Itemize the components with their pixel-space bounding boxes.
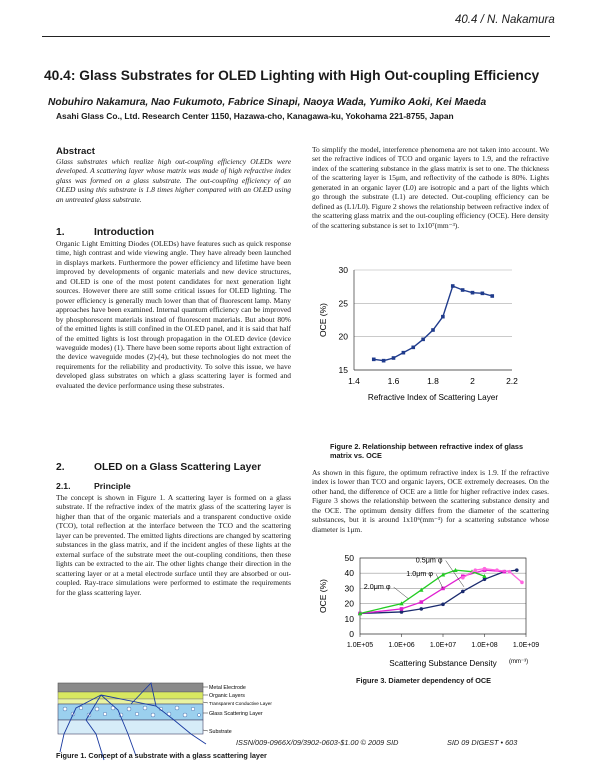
header-rule	[42, 36, 550, 37]
substrate-layer	[58, 720, 203, 734]
metal-electrode-layer	[58, 683, 203, 692]
section-2-1-text: The concept is shown in Figure 1. A scattering layer is formed on a glass substrate. If the refractive index of the matrix glass of the scattering layer is higher than that of the organic materials and a transparent conductive oxide (TCO), total reflection at the interface between the TCO and the scattering layer can be prevented. The emitted lights directions are changed by scattering substances in the glass matrix, and if the incident angles of these lights at the external surface of the substrate meet the out-coupling conditions, then these lights can be extracted to the air. The other lights change their direction in the scattering layer or at a metal electrode surface until they are absorbed or out-coupled. Ray-trace simulations were performed to estimate the requirements for the glass scattering layer.	[56, 493, 291, 597]
fig3-ytick-label: 20	[344, 598, 354, 609]
paper-title: 40.4: Glass Substrates for OLED Lighting with High Out-coupling Efficiency	[44, 68, 540, 83]
fig2-x-label: Refractive Index of Scattering Layer	[367, 393, 499, 402]
right-column-para-2: As shown in this figure, the optimum refractive index is 1.9. If the refractive index is lower than TCO and organic layers, OCE extremely decreases. On the other hand, the difference of OCE are a little for higher refractive index cases. Figure 3 shows the relationship between the scattering substance density and the OCE. The optimum density differs from the diameter of the scattering substances, but it is around 1x10⁶(mm⁻³) for a scattering substance whose diameter is 1μm.	[312, 468, 549, 534]
fig3-ytick-label: 10	[344, 613, 354, 624]
fig2-data-point	[382, 359, 386, 363]
fig2-xtick-label: 1.8	[427, 376, 439, 386]
abstract-text: Glass substrates which realize high out-coupling efficiency OLEDs were developed. A scattering layer whose matrix was made of high refractive index glass was formed on a glass substrate. The out-coupling efficiency of an OLED using this substrate is 1.8 times higher compared with an OLED using an untreated glass substrate.	[56, 157, 291, 204]
figure-2-caption: Figure 2. Relationship between refractive index of glass matrix vs. OCE	[330, 442, 524, 460]
fig2-xtick-label: 2	[470, 376, 475, 386]
fig2-data-point	[402, 351, 406, 355]
fig3-data-point	[441, 587, 445, 591]
fig2-ytick-label: 30	[338, 265, 348, 275]
figure-2-chart	[312, 258, 552, 416]
fig3-xtick-label: 1.0E+08	[471, 642, 498, 649]
fig3-xtick-label: 1.0E+06	[388, 642, 415, 649]
fig2-xtick-label: 1.6	[387, 376, 400, 386]
fig2-data-point	[431, 328, 435, 332]
fig3-annotation: 0.5μm φ	[415, 555, 443, 565]
author-list: Nobuhiro Nakamura, Nao Fukumoto, Fabrice Sinapi, Naoya Wada, Yumiko Aoki, Kei Maeda	[48, 97, 487, 108]
label-scattering-layer: Glass Scattering Layer	[209, 711, 263, 717]
label-tco: Transparent Conductive Layer	[209, 701, 272, 706]
figure-3-chart	[312, 548, 552, 673]
fig3-xtick-label: 1.0E+07	[429, 642, 457, 649]
section-1-text: Organic Light Emitting Diodes (OLEDs) have features such as quick response time, high contrast and wide viewing angle. They have already been launched in displays markets. Furthermore the power efficiency and lifetime have been improved by developments of organic materials and new device structures, and OLED is one of the most potent candidates for next generation light sources. However there are still some critical issues for OLED lighting. The power efficiency is generally much lower than that of fluorescent lamp. Many approaches have been examined. Internal quantum efficiency can be improved by phosphorescent materials instead of fluorescent materials. But about 80% of the emitted lights is still confined in the OLED panel, and it is said that half of the emitted lights is lost through propagation in the OLED device (device waveguide modes) (1). There have been some reports about light extraction of the device waveguide modes (2)-(4), but these technologies do not meet the requirements for the reliability and productivity. To solve this issue, we have developed glass substrates on which a glass scattering layer is formed and evaluated the device performance using these substrates.	[56, 239, 291, 390]
section-1-heading: 1. Introduction	[56, 227, 155, 238]
fig3-ytick-label: 40	[344, 568, 354, 579]
fig3-data-point	[420, 607, 424, 611]
label-substrate: Substrate	[209, 729, 232, 735]
right-column-para-1: To simplify the model, interference phenomena are not taken into account. We set the refractive indices of TCO and organic layers to 1.9, and the refractive index of the scattering substance in the glass matrix is set to one. The thickness of the scattering layer is 15μm, and reflectivity of the cathode is 80%. Lights generated in an organic layer (L0) are isotropic and a part of the lights which go through the substrate (L1) are detected. Out-coupling efficiency can be defined as (L1/L0). Figure 2 shows the relationship between refractive index of the scattering glass matrix and the out-coupling efficiency (OCE). Here density of the scattering substance is set to 1x10⁷(mm⁻³).	[312, 145, 549, 230]
fig3-data-point	[420, 600, 424, 604]
fig2-data-point	[441, 315, 445, 319]
label-leaders	[203, 687, 208, 731]
fig2-xtick-label: 2.2	[506, 376, 518, 386]
fig2-data-point	[481, 292, 485, 296]
fig2-data-point	[471, 291, 475, 295]
affiliation: Asahi Glass Co., Ltd. Research Center 1150, Hazawa-cho, Kanagawa-ku, Yokohama 221-8755, Japan	[56, 111, 454, 121]
fig3-data-point	[495, 568, 499, 572]
fig2-data-point	[392, 356, 396, 360]
fig3-data-point	[441, 603, 445, 607]
fig3-data-point	[515, 568, 519, 572]
fig2-series-line	[374, 286, 493, 361]
fig3-data-point	[473, 568, 477, 572]
fig2-y-label: OCE (%)	[318, 303, 328, 337]
footer-page: SID 09 DIGEST • 603	[447, 738, 518, 747]
fig2-ytick-label: 15	[338, 365, 348, 375]
fig3-xtick-label: 1.0E+09	[512, 642, 540, 649]
fig3-y-label: OCE (%)	[318, 579, 328, 613]
fig3-data-point	[508, 570, 512, 574]
label-metal-electrode: Metal Electrode	[209, 685, 246, 691]
fig2-ytick-label: 20	[338, 331, 348, 342]
fig3-data-point	[483, 567, 487, 571]
organic-layer	[58, 692, 203, 699]
fig2-data-point	[372, 358, 376, 362]
fig3-plot-frame	[360, 555, 526, 634]
fig3-ytick-label: 50	[344, 553, 354, 563]
fig2-data-point	[411, 346, 415, 350]
fig2-ytick-label: 25	[338, 298, 348, 309]
fig3-data-point	[461, 590, 465, 594]
section-2-heading: 2. OLED on a Glass Scattering Layer	[56, 462, 262, 473]
fig3-data-point	[461, 576, 465, 580]
fig2-data-point	[490, 294, 494, 298]
fig3-ytick-label: 30	[344, 583, 354, 594]
label-organic-layers: Organic Layers	[209, 693, 245, 699]
fig2-data-point	[461, 288, 465, 292]
fig3-data-point	[520, 581, 524, 585]
fig2-data-point	[451, 284, 455, 288]
fig3-annotation: 1.0μm φ	[406, 569, 434, 579]
figure-3-caption: Figure 3. Diameter dependency of OCE	[356, 676, 492, 685]
fig3-annotation-leader	[394, 587, 409, 599]
figure-1-caption: Figure 1. Concept of a substrate with a glass scattering layer	[56, 751, 267, 760]
fig3-x-unit: (mm⁻³)	[509, 659, 529, 665]
running-head: 40.4 / N. Nakamura	[455, 14, 555, 26]
tco-layer	[58, 699, 203, 704]
fig2-xtick-label: 1.4	[348, 376, 360, 386]
fig2-data-point	[421, 338, 425, 342]
fig3-x-label: Scattering Substance Density	[389, 659, 497, 668]
fig3-annotation-leader	[446, 561, 464, 587]
fig3-annotation: 2.0μm φ	[363, 582, 391, 592]
fig3-data-point	[400, 607, 404, 611]
fig3-ytick-label: 0	[349, 629, 354, 639]
footer-issn: ISSN/009-0966X/09/3902-0603-$1.00 © 2009 SID	[236, 738, 399, 747]
fig3-xtick-label: 1.0E+05	[346, 642, 374, 649]
abstract-heading: Abstract	[56, 146, 95, 157]
section-2-1-heading: 2.1. Principle	[56, 481, 131, 491]
